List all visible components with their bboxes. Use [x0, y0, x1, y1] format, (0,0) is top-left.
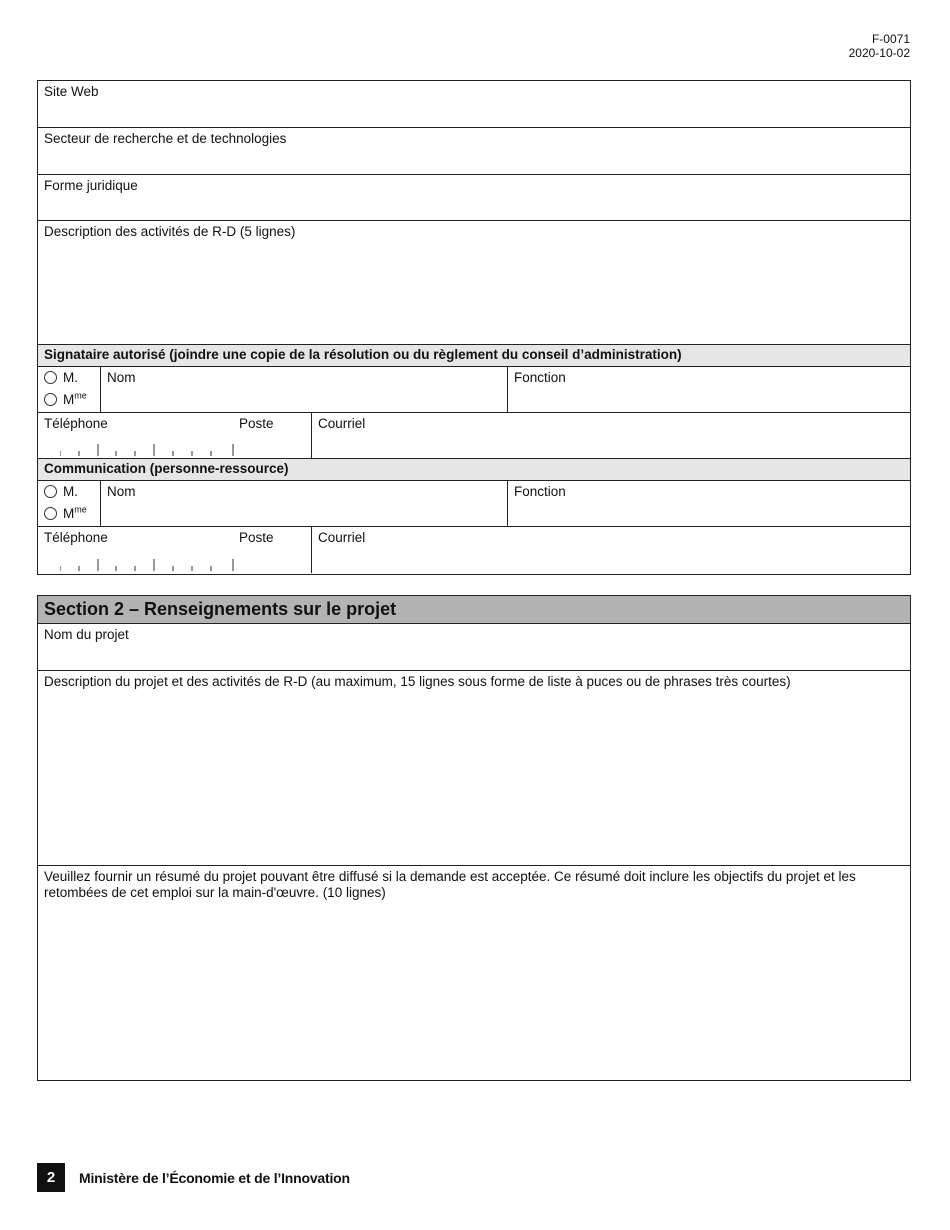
communication-option-m[interactable]: M.: [44, 484, 78, 499]
communication-name-row: [38, 481, 910, 527]
signataire-nom-field[interactable]: [100, 367, 507, 412]
section2-box: [37, 595, 911, 1081]
radio-circle-icon[interactable]: [44, 507, 57, 520]
signataire-courriel-field[interactable]: [311, 413, 910, 458]
communication-nom-field[interactable]: [100, 481, 507, 526]
site-web-field[interactable]: [38, 81, 910, 128]
radio-circle-icon[interactable]: [44, 485, 57, 498]
forme-juridique-field[interactable]: [38, 175, 910, 221]
nom-projet-label: Nom du projet: [44, 627, 129, 642]
signataire-fonction-label: Fonction: [514, 370, 566, 385]
communication-courriel-label: Courriel: [318, 530, 366, 545]
section2-title: Section 2 – Renseignements sur le projet: [38, 596, 910, 624]
signataire-option-m[interactable]: M.: [44, 370, 78, 385]
communication-contact-row: [38, 527, 910, 573]
communication-telephone-field[interactable]: [38, 527, 311, 573]
forme-juridique-label: Forme juridique: [44, 178, 138, 193]
resume-projet-label: Veuillez fournir un résumé du projet pouvant être diffusé si la demande est acceptée. Ce résumé doit inclure les objectifs du projet et les retombées de cet emploi sur la main-d'œuvre. (10 lignes): [44, 869, 856, 900]
signataire-telephone-field[interactable]: [38, 413, 311, 458]
form-date: 2020-10-02: [848, 46, 910, 60]
form-code: F-0071: [871, 32, 910, 46]
description-projet-field[interactable]: [38, 671, 910, 866]
description-rd-label: Description des activités de R-D (5 lignes): [44, 224, 296, 239]
signataire-fonction-field[interactable]: [507, 367, 910, 412]
resume-projet-field[interactable]: [38, 866, 910, 1079]
signataire-option-mme[interactable]: $M^{me}$: [44, 392, 87, 407]
communication-heading: Communication (personne-ressource): [38, 459, 910, 481]
communication-nom-label: Nom: [107, 484, 136, 499]
signataire-courriel-label: Courriel: [318, 416, 366, 431]
description-rd-field[interactable]: [38, 221, 910, 345]
phone-digit-ticks: [60, 557, 260, 571]
communication-telephone-label: Téléphone: [44, 530, 108, 545]
site-web-label: Site Web: [44, 84, 99, 99]
radio-circle-icon[interactable]: [44, 371, 57, 384]
communication-courriel-field[interactable]: [311, 527, 910, 573]
secteur-field[interactable]: [38, 128, 910, 175]
radio-circle-icon[interactable]: [44, 393, 57, 406]
signataire-nom-label: Nom: [107, 370, 136, 385]
signataire-heading: Signataire autorisé (joindre une copie de la résolution ou du règlement du conseil d’administration): [38, 345, 910, 367]
secteur-label: Secteur de recherche et de technologies: [44, 131, 287, 146]
communication-poste-label: Poste: [239, 530, 274, 545]
description-projet-label: Description du projet et des activités de R-D (au maximum, 15 lignes sous forme de liste à puces ou de phrases très courtes): [44, 674, 791, 689]
signataire-telephone-label: Téléphone: [44, 416, 108, 431]
nom-projet-field[interactable]: [38, 624, 910, 671]
form-reference: [849, 32, 910, 60]
page-number: 2: [37, 1163, 65, 1192]
phone-digit-ticks: [60, 442, 260, 456]
communication-fonction-label: Fonction: [514, 484, 566, 499]
signataire-title-options: [38, 367, 100, 412]
communication-title-options: [38, 481, 100, 526]
communication-fonction-field[interactable]: [507, 481, 910, 526]
signataire-contact-row: [38, 413, 910, 459]
communication-option-mme[interactable]: $M^{me}$: [44, 506, 87, 521]
ministry-name: Ministère de l’Économie et de l’Innovation: [79, 1170, 350, 1186]
organization-info-box: [37, 80, 911, 575]
signataire-poste-label: Poste: [239, 416, 274, 431]
signataire-name-row: [38, 367, 910, 413]
